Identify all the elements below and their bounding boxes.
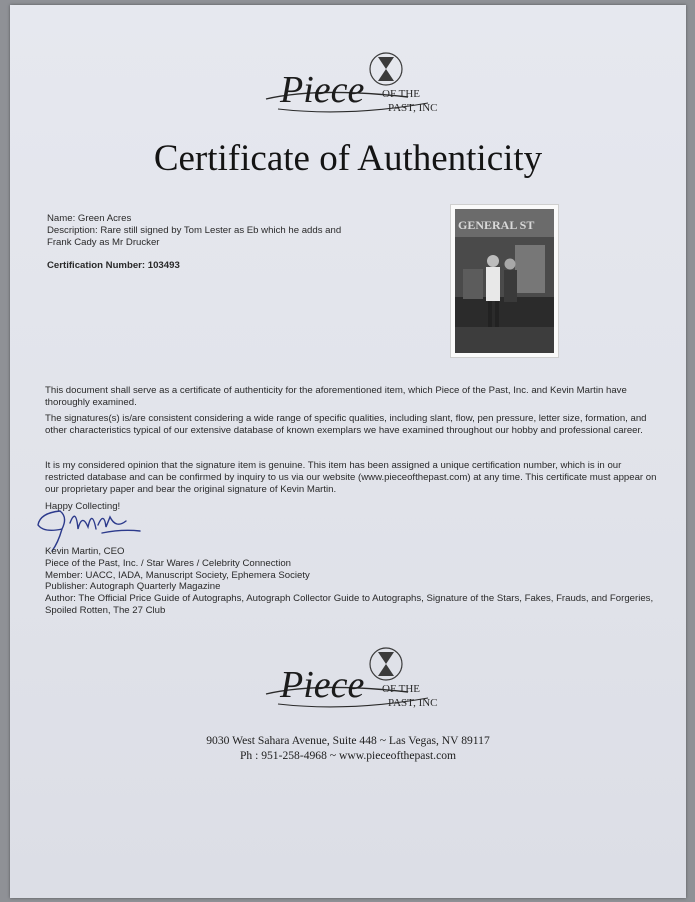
signer-company: Piece of the Past, Inc. / Star Wares / Celebrity Connection: [45, 557, 291, 569]
hourglass-logo-icon: [258, 642, 458, 722]
item-photo: [450, 204, 559, 358]
logo-tagline-1: OF THE: [382, 683, 420, 695]
company-logo-top: [258, 47, 458, 127]
greeting-text: Happy Collecting!: [45, 501, 121, 512]
certification-number: [47, 260, 180, 272]
item-description: Description: Rare still signed by Tom Lester as Eb which he adds and Frank Cady as Mr Drucker: [47, 225, 342, 248]
logo-tagline-1: OF THE: [382, 88, 420, 100]
photo-still-icon: [455, 209, 554, 353]
item-name: Name: Green Acres: [47, 213, 132, 224]
paragraph-authenticity: This document shall serve as a certificate of authenticity for the aforementioned item, which Piece of the Past, Inc. and Kevin Martin have thoroughly examined.: [45, 385, 627, 408]
hourglass-logo-icon: [258, 47, 458, 127]
company-address: [10, 733, 686, 763]
photo-sign-text: GENERAL ST: [458, 218, 535, 232]
signer-details: [45, 546, 665, 617]
document-title: Certificate of Authenticity: [153, 138, 543, 179]
certificate-sheet: [10, 5, 686, 898]
paragraph-signature-analysis: The signatures(s) is/are consistent considering a wide range of specific qualities, including slant, flow, pen pressure, letter size, formation, and other characteristics typical of our extensive database of known exemplars we have examined throughout our hobby and professional career.: [45, 413, 647, 436]
signer-membership: Member: UACC, IADA, Manuscript Society, Ephemera Society: [45, 569, 310, 581]
company-logo-bottom: [258, 642, 458, 722]
phone-website-line: Ph : 951-258-4968 ~ www.pieceofthepast.com: [239, 749, 457, 762]
signer-name: Kevin Martin, CEO: [45, 546, 125, 557]
address-line: 9030 West Sahara Avenue, Suite 448 ~ Las Vegas, NV 89117: [206, 734, 490, 747]
signer-author: Author: The Official Price Guide of Autographs, Autograph Collector Guide to Autographs, Signature of the Stars, Fakes, Frauds, and Forgeries, Spoiled Rotten, The 27 Club: [45, 593, 654, 616]
paragraph-opinion: It is my considered opinion that the signature item is genuine. This item has been assigned a unique certification number, which is in our restricted database and can be confirmed by inquiry to us via our website (www.pieceofthepast.com) at any time. This certificate must appear on our proprietary paper and bear the original signature of Kevin Martin.: [45, 460, 657, 495]
signer-publisher: Publisher: Autograph Quarterly Magazine: [45, 581, 221, 593]
logo-script-text: Piece: [280, 664, 365, 706]
logo-tagline-2: PAST, INC: [388, 697, 438, 709]
logo-tagline-2: PAST, INC: [388, 102, 438, 114]
certification-value: 103493: [147, 260, 180, 271]
certification-label: Certification Number:: [47, 260, 146, 271]
logo-script-text: Piece: [280, 69, 365, 111]
